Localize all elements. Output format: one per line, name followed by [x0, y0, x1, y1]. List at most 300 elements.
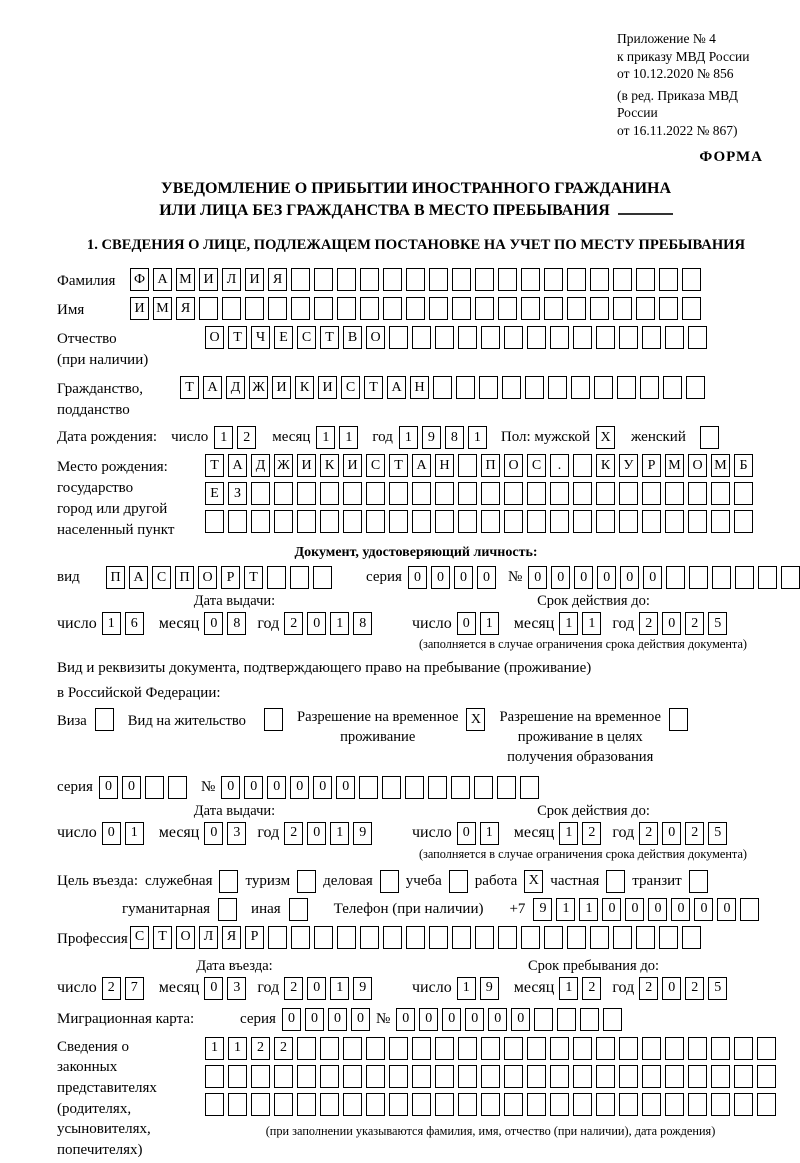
char-cell[interactable] — [481, 1037, 500, 1060]
char-cell[interactable]: С — [527, 454, 546, 477]
char-cell[interactable] — [527, 326, 546, 349]
char-cell[interactable]: 1 — [559, 612, 578, 635]
char-cell[interactable]: 2 — [102, 977, 121, 1000]
char-cell[interactable]: 0 — [528, 566, 547, 589]
char-cell[interactable]: Л — [199, 926, 218, 949]
char-cell[interactable] — [573, 482, 592, 505]
char-cell[interactable]: 2 — [639, 977, 658, 1000]
char-cell[interactable]: 0 — [307, 977, 326, 1000]
char-cell[interactable] — [642, 1037, 661, 1060]
char-cell[interactable] — [544, 268, 563, 291]
char-cell[interactable] — [205, 1065, 224, 1088]
char-cell[interactable] — [458, 454, 477, 477]
char-cell[interactable]: И — [272, 376, 291, 399]
char-cell[interactable]: 2 — [685, 822, 704, 845]
char-cell[interactable]: С — [130, 926, 149, 949]
char-cell[interactable] — [264, 708, 283, 731]
char-cell[interactable] — [343, 510, 362, 533]
char-cell[interactable]: К — [320, 454, 339, 477]
char-cell[interactable] — [343, 1065, 362, 1088]
char-cell[interactable] — [389, 510, 408, 533]
char-cell[interactable] — [481, 482, 500, 505]
char-cell[interactable] — [504, 1093, 523, 1116]
char-cell[interactable]: 0 — [457, 612, 476, 635]
char-cell[interactable]: 0 — [662, 822, 681, 845]
char-cell[interactable] — [389, 326, 408, 349]
char-cell[interactable] — [383, 297, 402, 320]
char-cell[interactable] — [297, 1093, 316, 1116]
char-cell[interactable]: О — [366, 326, 385, 349]
char-cell[interactable] — [688, 482, 707, 505]
char-cell[interactable]: 0 — [102, 822, 121, 845]
char-cell[interactable] — [573, 1065, 592, 1088]
char-cell[interactable] — [596, 1093, 615, 1116]
char-cell[interactable]: 0 — [620, 566, 639, 589]
char-cell[interactable]: И — [199, 268, 218, 291]
char-cell[interactable] — [596, 1065, 615, 1088]
char-cell[interactable] — [734, 1037, 753, 1060]
char-cell[interactable] — [314, 297, 333, 320]
char-cell[interactable] — [289, 898, 308, 921]
char-cell[interactable]: X — [466, 708, 485, 731]
char-cell[interactable] — [389, 1065, 408, 1088]
char-cell[interactable] — [380, 870, 399, 893]
char-cell[interactable]: 9 — [480, 977, 499, 1000]
char-cell[interactable]: И — [318, 376, 337, 399]
char-cell[interactable] — [642, 1093, 661, 1116]
char-cell[interactable] — [521, 297, 540, 320]
char-cell[interactable] — [435, 1065, 454, 1088]
char-cell[interactable] — [686, 376, 705, 399]
char-cell[interactable] — [343, 482, 362, 505]
char-cell[interactable] — [700, 426, 719, 449]
char-cell[interactable]: 0 — [313, 776, 332, 799]
char-cell[interactable] — [642, 482, 661, 505]
char-cell[interactable] — [366, 1093, 385, 1116]
char-cell[interactable] — [406, 297, 425, 320]
char-cell[interactable] — [435, 1093, 454, 1116]
char-cell[interactable] — [640, 376, 659, 399]
char-cell[interactable] — [711, 1065, 730, 1088]
char-cell[interactable] — [228, 1093, 247, 1116]
char-cell[interactable]: 1 — [556, 898, 575, 921]
char-cell[interactable]: К — [295, 376, 314, 399]
char-cell[interactable] — [596, 1037, 615, 1060]
char-cell[interactable] — [366, 1065, 385, 1088]
char-cell[interactable] — [688, 1065, 707, 1088]
char-cell[interactable] — [521, 268, 540, 291]
char-cell[interactable] — [435, 510, 454, 533]
char-cell[interactable] — [429, 926, 448, 949]
char-cell[interactable]: X — [524, 870, 543, 893]
char-cell[interactable]: 7 — [125, 977, 144, 1000]
char-cell[interactable]: 0 — [597, 566, 616, 589]
char-cell[interactable] — [498, 297, 517, 320]
char-cell[interactable]: 0 — [99, 776, 118, 799]
char-cell[interactable] — [711, 1093, 730, 1116]
char-cell[interactable]: 0 — [511, 1008, 530, 1031]
char-cell[interactable]: С — [366, 454, 385, 477]
char-cell[interactable] — [550, 510, 569, 533]
char-cell[interactable]: 1 — [468, 426, 487, 449]
char-cell[interactable] — [320, 1065, 339, 1088]
char-cell[interactable]: П — [481, 454, 500, 477]
char-cell[interactable] — [504, 482, 523, 505]
char-cell[interactable] — [498, 268, 517, 291]
char-cell[interactable]: А — [129, 566, 148, 589]
char-cell[interactable] — [383, 268, 402, 291]
char-cell[interactable] — [613, 297, 632, 320]
char-cell[interactable]: 0 — [290, 776, 309, 799]
char-cell[interactable] — [666, 566, 685, 589]
char-cell[interactable] — [567, 297, 586, 320]
char-cell[interactable] — [573, 1037, 592, 1060]
char-cell[interactable]: Д — [226, 376, 245, 399]
char-cell[interactable]: 0 — [488, 1008, 507, 1031]
char-cell[interactable]: Ф — [130, 268, 149, 291]
char-cell[interactable]: 1 — [330, 977, 349, 1000]
char-cell[interactable]: Я — [222, 926, 241, 949]
char-cell[interactable]: К — [596, 454, 615, 477]
char-cell[interactable]: О — [176, 926, 195, 949]
char-cell[interactable]: X — [596, 426, 615, 449]
char-cell[interactable]: Д — [251, 454, 270, 477]
char-cell[interactable] — [228, 510, 247, 533]
char-cell[interactable]: 0 — [408, 566, 427, 589]
char-cell[interactable] — [320, 1037, 339, 1060]
char-cell[interactable] — [594, 376, 613, 399]
char-cell[interactable] — [550, 482, 569, 505]
char-cell[interactable]: 2 — [251, 1037, 270, 1060]
char-cell[interactable] — [711, 510, 730, 533]
char-cell[interactable]: 8 — [227, 612, 246, 635]
char-cell[interactable] — [297, 1037, 316, 1060]
char-cell[interactable]: 3 — [227, 977, 246, 1000]
char-cell[interactable] — [521, 926, 540, 949]
char-cell[interactable]: М — [665, 454, 684, 477]
char-cell[interactable]: З — [228, 482, 247, 505]
char-cell[interactable] — [596, 482, 615, 505]
char-cell[interactable]: С — [341, 376, 360, 399]
char-cell[interactable]: 0 — [602, 898, 621, 921]
char-cell[interactable]: 9 — [353, 822, 372, 845]
char-cell[interactable] — [429, 297, 448, 320]
char-cell[interactable] — [665, 510, 684, 533]
char-cell[interactable]: 2 — [274, 1037, 293, 1060]
char-cell[interactable]: 1 — [316, 426, 335, 449]
char-cell[interactable]: О — [688, 454, 707, 477]
char-cell[interactable] — [479, 376, 498, 399]
char-cell[interactable] — [781, 566, 800, 589]
char-cell[interactable]: И — [297, 454, 316, 477]
char-cell[interactable] — [734, 510, 753, 533]
char-cell[interactable]: 0 — [282, 1008, 301, 1031]
char-cell[interactable] — [458, 1065, 477, 1088]
char-cell[interactable] — [590, 926, 609, 949]
char-cell[interactable] — [659, 297, 678, 320]
char-cell[interactable] — [757, 1065, 776, 1088]
char-cell[interactable]: И — [130, 297, 149, 320]
char-cell[interactable] — [573, 510, 592, 533]
char-cell[interactable]: М — [153, 297, 172, 320]
char-cell[interactable] — [412, 326, 431, 349]
char-cell[interactable]: Я — [268, 268, 287, 291]
char-cell[interactable]: А — [153, 268, 172, 291]
char-cell[interactable]: 0 — [122, 776, 141, 799]
char-cell[interactable]: О — [504, 454, 523, 477]
char-cell[interactable] — [343, 1093, 362, 1116]
char-cell[interactable] — [456, 376, 475, 399]
char-cell[interactable]: 0 — [204, 612, 223, 635]
char-cell[interactable] — [382, 776, 401, 799]
char-cell[interactable] — [544, 926, 563, 949]
char-cell[interactable] — [758, 566, 777, 589]
char-cell[interactable] — [320, 510, 339, 533]
char-cell[interactable]: 0 — [328, 1008, 347, 1031]
char-cell[interactable] — [274, 1065, 293, 1088]
char-cell[interactable]: 0 — [419, 1008, 438, 1031]
char-cell[interactable] — [199, 297, 218, 320]
char-cell[interactable]: 9 — [353, 977, 372, 1000]
char-cell[interactable]: Т — [389, 454, 408, 477]
char-cell[interactable]: 1 — [214, 426, 233, 449]
char-cell[interactable]: 0 — [643, 566, 662, 589]
char-cell[interactable] — [525, 376, 544, 399]
char-cell[interactable] — [389, 482, 408, 505]
char-cell[interactable]: А — [387, 376, 406, 399]
char-cell[interactable] — [314, 268, 333, 291]
char-cell[interactable] — [665, 1093, 684, 1116]
char-cell[interactable] — [504, 510, 523, 533]
char-cell[interactable] — [320, 482, 339, 505]
char-cell[interactable] — [689, 870, 708, 893]
char-cell[interactable]: 1 — [579, 898, 598, 921]
char-cell[interactable]: Т — [244, 566, 263, 589]
char-cell[interactable]: 2 — [284, 612, 303, 635]
char-cell[interactable] — [757, 1037, 776, 1060]
char-cell[interactable] — [527, 1037, 546, 1060]
char-cell[interactable]: 1 — [480, 822, 499, 845]
char-cell[interactable]: С — [152, 566, 171, 589]
char-cell[interactable]: 0 — [204, 822, 223, 845]
char-cell[interactable] — [527, 1065, 546, 1088]
char-cell[interactable] — [268, 297, 287, 320]
char-cell[interactable] — [734, 1065, 753, 1088]
char-cell[interactable] — [573, 1093, 592, 1116]
char-cell[interactable] — [290, 566, 309, 589]
char-cell[interactable]: 3 — [227, 822, 246, 845]
char-cell[interactable] — [219, 870, 238, 893]
char-cell[interactable] — [659, 926, 678, 949]
char-cell[interactable]: 0 — [465, 1008, 484, 1031]
char-cell[interactable] — [297, 510, 316, 533]
char-cell[interactable] — [313, 566, 332, 589]
char-cell[interactable] — [504, 326, 523, 349]
char-cell[interactable]: 0 — [625, 898, 644, 921]
char-cell[interactable]: 0 — [662, 612, 681, 635]
char-cell[interactable] — [497, 776, 516, 799]
char-cell[interactable]: 0 — [305, 1008, 324, 1031]
char-cell[interactable]: И — [343, 454, 362, 477]
char-cell[interactable] — [458, 1093, 477, 1116]
char-cell[interactable]: И — [245, 268, 264, 291]
char-cell[interactable] — [268, 926, 287, 949]
char-cell[interactable] — [267, 566, 286, 589]
char-cell[interactable] — [734, 482, 753, 505]
char-cell[interactable] — [573, 326, 592, 349]
char-cell[interactable] — [619, 510, 638, 533]
char-cell[interactable] — [659, 268, 678, 291]
char-cell[interactable] — [663, 376, 682, 399]
char-cell[interactable] — [711, 1037, 730, 1060]
char-cell[interactable] — [734, 1093, 753, 1116]
char-cell[interactable] — [433, 376, 452, 399]
char-cell[interactable] — [458, 1037, 477, 1060]
char-cell[interactable] — [544, 297, 563, 320]
char-cell[interactable] — [297, 482, 316, 505]
char-cell[interactable]: Ж — [249, 376, 268, 399]
char-cell[interactable] — [711, 482, 730, 505]
char-cell[interactable]: П — [175, 566, 194, 589]
char-cell[interactable] — [428, 776, 447, 799]
char-cell[interactable]: О — [198, 566, 217, 589]
char-cell[interactable]: Р — [221, 566, 240, 589]
char-cell[interactable] — [527, 1093, 546, 1116]
char-cell[interactable] — [274, 1093, 293, 1116]
char-cell[interactable]: 2 — [685, 977, 704, 1000]
char-cell[interactable] — [580, 1008, 599, 1031]
char-cell[interactable] — [636, 297, 655, 320]
char-cell[interactable] — [218, 898, 237, 921]
char-cell[interactable] — [452, 926, 471, 949]
char-cell[interactable] — [451, 776, 470, 799]
char-cell[interactable]: 0 — [717, 898, 736, 921]
char-cell[interactable] — [619, 1065, 638, 1088]
char-cell[interactable] — [458, 482, 477, 505]
char-cell[interactable] — [251, 510, 270, 533]
char-cell[interactable]: 2 — [284, 977, 303, 1000]
char-cell[interactable] — [548, 376, 567, 399]
char-cell[interactable]: А — [228, 454, 247, 477]
char-cell[interactable]: 1 — [205, 1037, 224, 1060]
char-cell[interactable] — [251, 482, 270, 505]
char-cell[interactable]: 8 — [353, 612, 372, 635]
char-cell[interactable] — [619, 1037, 638, 1060]
char-cell[interactable]: 0 — [457, 822, 476, 845]
char-cell[interactable] — [412, 510, 431, 533]
char-cell[interactable] — [665, 326, 684, 349]
char-cell[interactable] — [636, 268, 655, 291]
char-cell[interactable] — [291, 297, 310, 320]
char-cell[interactable] — [682, 268, 701, 291]
char-cell[interactable] — [228, 1065, 247, 1088]
char-cell[interactable]: Е — [274, 326, 293, 349]
char-cell[interactable] — [205, 510, 224, 533]
char-cell[interactable] — [550, 326, 569, 349]
char-cell[interactable] — [619, 482, 638, 505]
char-cell[interactable] — [297, 1065, 316, 1088]
char-cell[interactable] — [452, 268, 471, 291]
char-cell[interactable]: 0 — [396, 1008, 415, 1031]
char-cell[interactable]: 5 — [708, 977, 727, 1000]
char-cell[interactable] — [567, 268, 586, 291]
char-cell[interactable] — [481, 1093, 500, 1116]
char-cell[interactable]: 1 — [102, 612, 121, 635]
char-cell[interactable] — [571, 376, 590, 399]
char-cell[interactable]: 1 — [399, 426, 418, 449]
char-cell[interactable] — [412, 1065, 431, 1088]
char-cell[interactable] — [458, 510, 477, 533]
char-cell[interactable]: О — [205, 326, 224, 349]
char-cell[interactable]: 1 — [559, 822, 578, 845]
char-cell[interactable]: Я — [176, 297, 195, 320]
char-cell[interactable]: Т — [228, 326, 247, 349]
char-cell[interactable]: Н — [435, 454, 454, 477]
char-cell[interactable] — [337, 268, 356, 291]
char-cell[interactable] — [222, 297, 241, 320]
char-cell[interactable] — [498, 926, 517, 949]
char-cell[interactable]: М — [176, 268, 195, 291]
char-cell[interactable]: А — [203, 376, 222, 399]
char-cell[interactable]: 2 — [582, 977, 601, 1000]
char-cell[interactable] — [617, 376, 636, 399]
char-cell[interactable]: 1 — [228, 1037, 247, 1060]
char-cell[interactable] — [412, 1093, 431, 1116]
char-cell[interactable] — [366, 1037, 385, 1060]
char-cell[interactable] — [168, 776, 187, 799]
char-cell[interactable]: 1 — [480, 612, 499, 635]
char-cell[interactable] — [596, 510, 615, 533]
char-cell[interactable]: 2 — [237, 426, 256, 449]
char-cell[interactable]: 2 — [639, 612, 658, 635]
char-cell[interactable] — [573, 454, 592, 477]
char-cell[interactable]: 2 — [284, 822, 303, 845]
char-cell[interactable]: Б — [734, 454, 753, 477]
char-cell[interactable]: 1 — [339, 426, 358, 449]
char-cell[interactable] — [606, 870, 625, 893]
char-cell[interactable] — [688, 1093, 707, 1116]
char-cell[interactable] — [343, 1037, 362, 1060]
char-cell[interactable]: Л — [222, 268, 241, 291]
char-cell[interactable]: 1 — [559, 977, 578, 1000]
char-cell[interactable] — [435, 1037, 454, 1060]
char-cell[interactable]: С — [297, 326, 316, 349]
char-cell[interactable] — [297, 870, 316, 893]
char-cell[interactable]: 5 — [708, 822, 727, 845]
char-cell[interactable] — [383, 926, 402, 949]
char-cell[interactable] — [205, 1093, 224, 1116]
char-cell[interactable] — [757, 1093, 776, 1116]
char-cell[interactable] — [429, 268, 448, 291]
char-cell[interactable]: 0 — [442, 1008, 461, 1031]
char-cell[interactable] — [527, 510, 546, 533]
char-cell[interactable]: 0 — [662, 977, 681, 1000]
char-cell[interactable] — [251, 1093, 270, 1116]
char-cell[interactable] — [435, 482, 454, 505]
char-cell[interactable]: В — [343, 326, 362, 349]
char-cell[interactable]: 0 — [454, 566, 473, 589]
char-cell[interactable]: 2 — [639, 822, 658, 845]
char-cell[interactable] — [291, 268, 310, 291]
char-cell[interactable] — [337, 926, 356, 949]
char-cell[interactable]: 6 — [125, 612, 144, 635]
char-cell[interactable]: 1 — [330, 612, 349, 635]
char-cell[interactable]: У — [619, 454, 638, 477]
char-cell[interactable]: 0 — [351, 1008, 370, 1031]
char-cell[interactable] — [740, 898, 759, 921]
char-cell[interactable] — [613, 268, 632, 291]
char-cell[interactable] — [405, 776, 424, 799]
